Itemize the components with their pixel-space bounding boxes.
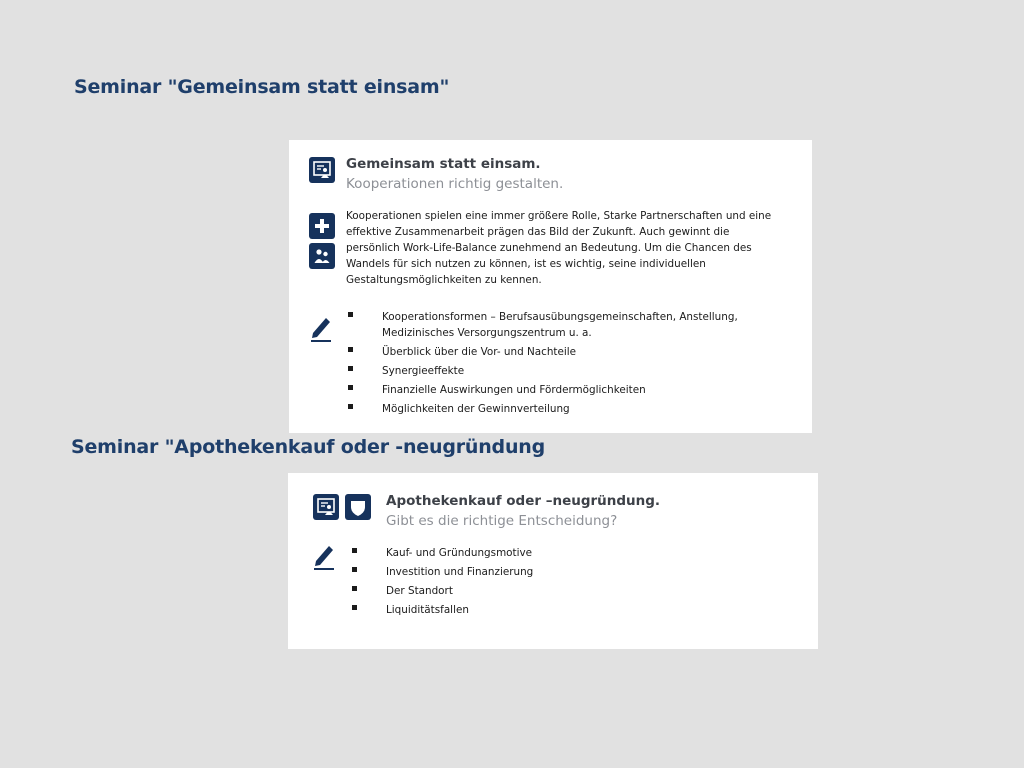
list-item-text: Kauf- und Gründungsmotive [386, 547, 533, 559]
list-item [348, 401, 798, 417]
description-line: Wandels für sich nutzen zu können, ist es wichtig, seine individuellen [346, 258, 706, 270]
medical-cross-icon [309, 213, 335, 239]
seminar-2-title: Apothekenkauf oder –neugründung. [386, 493, 661, 509]
seminar-1-card [289, 140, 812, 433]
pen-icon [309, 313, 333, 343]
seminar-2-topic-list [352, 545, 652, 618]
list-item-text: Liquiditätsfallen [386, 604, 469, 616]
pen-icon [312, 541, 336, 571]
seminar-1-heading: Seminar "Gemeinsam statt einsam" [74, 76, 450, 98]
pharmacy-shield-icon [345, 494, 371, 520]
seminar-board-icon [309, 157, 335, 183]
seminar-1-title: Gemeinsam statt einsam. [346, 156, 541, 172]
description-line: effektive Zusammenarbeit prägen das Bild der Zukunft. Auch gewinnt die [346, 226, 730, 238]
list-item [352, 602, 652, 618]
seminar-2-heading: Seminar "Apothekenkauf oder -neugründung [71, 436, 545, 458]
seminar-2-subtitle: Gibt es die richtige Entscheidung? [386, 513, 618, 529]
list-item [352, 583, 652, 599]
list-item-text: Kooperationsformen – Berufsausübungsgemeinschaften, Anstellung, [382, 311, 738, 323]
seminar-1-subtitle: Kooperationen richtig gestalten. [346, 176, 564, 192]
list-item [348, 382, 798, 398]
list-item-text: Medizinisches Versorgungszentrum u. a. [382, 327, 592, 339]
list-item [348, 363, 798, 379]
list-item-text: Der Standort [386, 585, 453, 597]
seminar-1-description [346, 208, 771, 288]
description-line: Kooperationen spielen eine immer größere Rolle, Starke Partnerschaften und eine [346, 210, 772, 222]
list-item [352, 545, 652, 561]
people-icon [309, 243, 335, 269]
list-item-text: Finanzielle Auswirkungen und Fördermöglichkeiten [382, 384, 646, 396]
list-item-text: Investition und Finanzierung [386, 566, 534, 578]
description-line: Gestaltungsmöglichkeiten zu kennen. [346, 274, 542, 286]
list-item-text: Überblick über die Vor- und Nachteile [382, 346, 577, 358]
description-line: persönlich Work-Life-Balance zunehmend an Bedeutung. Um die Chancen des [346, 242, 752, 254]
list-item [352, 564, 652, 580]
seminar-2-card [288, 473, 818, 649]
seminar-board-icon [313, 494, 339, 520]
list-item [348, 309, 798, 341]
list-item-text: Möglichkeiten der Gewinnverteilung [382, 403, 570, 415]
list-item-text: Synergieeffekte [382, 365, 465, 377]
seminar-1-topic-list [348, 309, 798, 417]
list-item [348, 344, 798, 360]
